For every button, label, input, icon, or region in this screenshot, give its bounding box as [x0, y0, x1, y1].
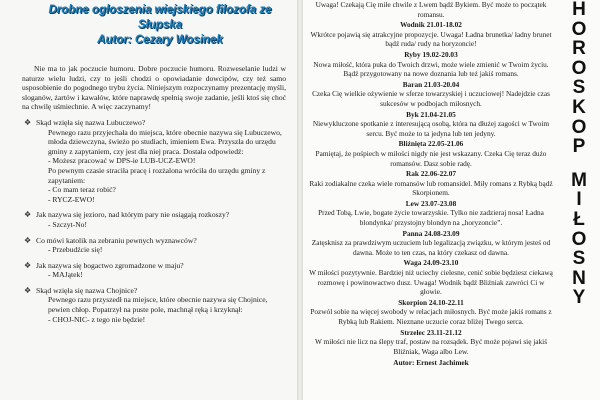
right-author: Autor: Ernest Jachimek	[393, 358, 469, 368]
sign-heading: Rak 22.06-22.07	[405, 169, 457, 179]
left-title-line1: Drobne ogłoszenia wiejskiego filozofa ze Słupska	[48, 4, 272, 31]
answer-line: Po pewnym czasie straciła pracę i rozżalona wróciła do urzędu gminy z zapytaniem:	[48, 165, 266, 185]
vertical-letter: P	[572, 136, 586, 158]
vertical-letter: R	[572, 38, 586, 60]
sign-heading: Strzelec 23.11-21.12	[400, 327, 462, 337]
vertical-letter: Ł	[573, 208, 585, 230]
sign-text: Pamiętaj, że pośpiech w miłości nigdy nie jest wskazany. Czeka Cię teraz dużo romansów. Dasz sobie radę.	[315, 148, 547, 168]
left-page	[0, 0, 297, 400]
vertical-letter: N	[572, 267, 586, 289]
question-body: Pewnego razu przyjechała do miejsca, które obecnie nazywa się Lubuczewo, młoda dziewczyna, świeżo po studiach, imieniem Ewa. Przyszła do urzędu gminy z zapytaniem, czy jest dla niej praca. Dostała odpowiedź:	[48, 127, 282, 156]
question-body: Pewnego razu przyszedł na miejsce, które obecnie nazywa się Chojnice, pewien chłop. Popatrzył na puste pole, machnął ręką i krzyknął:	[48, 295, 268, 315]
answer-line: - Przebudźcie się!	[48, 245, 103, 255]
vertical-letter: S	[572, 77, 586, 99]
vertical-letter: O	[571, 57, 587, 79]
diamond-bullet-icon: ❖	[24, 285, 32, 295]
vertical-letter: O	[571, 228, 587, 250]
sign-heading: Waga 24.09-23.10	[403, 258, 459, 268]
vertical-letter: K	[572, 96, 586, 118]
sign-text: Zatęsknisz za prawdziwym uczuciem lub legalizacją związku, w którym jesteś od dawna. Może to ten czas, na który czekasz od dawna.	[311, 238, 551, 257]
sign-heading: Panna 24.08-23.09	[402, 228, 460, 238]
sign-text: Czeka Cię wielkie ożywienie w sferze towarzyskiej i uczuciowej! Nadejdzie czas sukcesów w podbojach miłosnych.	[312, 89, 550, 108]
question-block	[22, 210, 286, 229]
horoscope-body	[309, 0, 553, 368]
sign-text: Raki zodiakalne czeka wiele romansów lub romansidel. Miły romans z Rybką bądź Skorpionem.	[309, 178, 553, 198]
question-text: Skąd wzięła się nazwa Lubuczewo?	[36, 117, 146, 127]
vertical-letter: M	[571, 169, 587, 191]
diamond-bullet-icon: ❖	[24, 210, 32, 220]
left-body	[22, 64, 286, 328]
right-page	[303, 0, 600, 400]
sign-text: Przed Tobą, Lwie, bogate życie towarzyskie. Tylko nie zadzieraj nosa! Ładna blondynka/ przystojny blondyn na „horyzoncie”.	[318, 208, 544, 228]
answer-line: - Szczyt-No!	[48, 219, 88, 229]
sign-heading: Wodnik 21.01-18.02	[400, 20, 462, 30]
vertical-title	[561, 0, 597, 400]
sign-text: Wkrótce pojawią się atrakcyjne propozycje. Uwaga! Ładna brunetka/ ładny brunet bądź ruda/ rudy na horyzoncie!	[310, 29, 552, 49]
question-text: Skąd wzięła się nazwa Chojnice?	[36, 285, 138, 295]
vertical-letter: O	[571, 18, 587, 40]
question-block	[22, 236, 286, 255]
answer-line: - CHOJ-NIC- z tego nie będzie!	[48, 314, 146, 324]
vertical-letter: Y	[572, 287, 586, 309]
question-text: Jak nazywa się bogactwo zgromadzone w maju?	[36, 260, 184, 270]
question-block	[22, 118, 286, 204]
sign-text: W miłości nie licz na ślepy traf, postaw na rozsądek. Być może pojawi się jakiś Bliźniak, Waga albo Lew.	[314, 337, 548, 356]
diamond-bullet-icon: ❖	[24, 260, 32, 270]
question-text: Jak nazywa się jezioro, nad którym pary nie osiągają rozkoszy?	[36, 210, 230, 220]
vertical-letter: I	[576, 189, 582, 211]
sign-heading: Byk 21.04-21.05	[406, 109, 456, 119]
question-text: Co mówi katolik na zebraniu pewnych wyznawców?	[36, 235, 197, 245]
answer-line: - MAJątek!	[48, 270, 83, 280]
sign-heading: Skorpion 24.10-22.11	[398, 297, 464, 307]
left-title-author: Autor: Cezary Wosinek	[97, 34, 223, 46]
intro-text: Uwaga! Czekają Cię miłe chwile z Lwem bądź Bykiem. Być może to początek romansu.	[315, 0, 547, 19]
answer-line: - RYCZ-EWO!	[48, 194, 95, 204]
intro-paragraph: Nie ma to jak poczucie humoru. Dobre poczucie humoru. Rozweselanie ludzi w naturze wielu ludzi, czy to jeśli chodzi o opowiadanie dowcipów, czy też samo usposobienie do pogodnego trybu życia. Niniejszym rozpoczynamy prezentację myśli, sloganów, żartów i kawałów, które naprawdę spełnią swoje zadanie, jeśli ktoś się choć na chwilę uśmiechnie. A więc zaczynamy!	[22, 64, 286, 112]
vertical-letter: H	[572, 0, 586, 20]
sign-heading: Lew 23.07-23.08	[405, 198, 457, 208]
vertical-letter: O	[571, 116, 587, 138]
sign-text: Nowa miłość, która puka do Twoich drzwi, może wiele zmienić w Twoim życiu. Bądź przygotowany na nowe doznania lub też jakiś romans.	[313, 59, 549, 79]
left-title	[28, 3, 292, 48]
sign-text: W miłości pozytywnie. Bardziej niż uciechy cielesne, cenić sobie będziesz ciekawą rozmowę i powinowactwo dusz. Uwaga! Wodnik bądź Bliźniak zawróci Ci w głowie.	[309, 268, 553, 297]
answer-line: - Możesz pracować w DPS-ie LUB-UCZ-EWO!	[48, 156, 196, 166]
sign-text: Pozwól sobie na więcej swobody w relacjach miłosnych. Być może jakiś romans z Rybką lub Rakiem. Nieznane uczucie coraz bliżej Twego serca.	[310, 307, 552, 326]
sign-text: Niewykluczone spotkanie z interesującą osobą, która na dłużej zagości w Twoim sercu. Być może to ta jedyna lub ten jedyny.	[312, 119, 550, 138]
diamond-bullet-icon: ❖	[24, 117, 32, 127]
question-block	[22, 286, 286, 324]
sign-heading: Baran 21.03-20.04	[402, 79, 460, 89]
answer-line: - Co mam teraz robić?	[48, 185, 116, 195]
diamond-bullet-icon: ❖	[24, 235, 32, 245]
vertical-letter: S	[572, 248, 586, 270]
sign-heading: Bliźnięta 22.05-21.06	[398, 139, 464, 149]
question-block	[22, 261, 286, 280]
sign-heading: Ryby 19.02-20.03	[404, 49, 458, 59]
